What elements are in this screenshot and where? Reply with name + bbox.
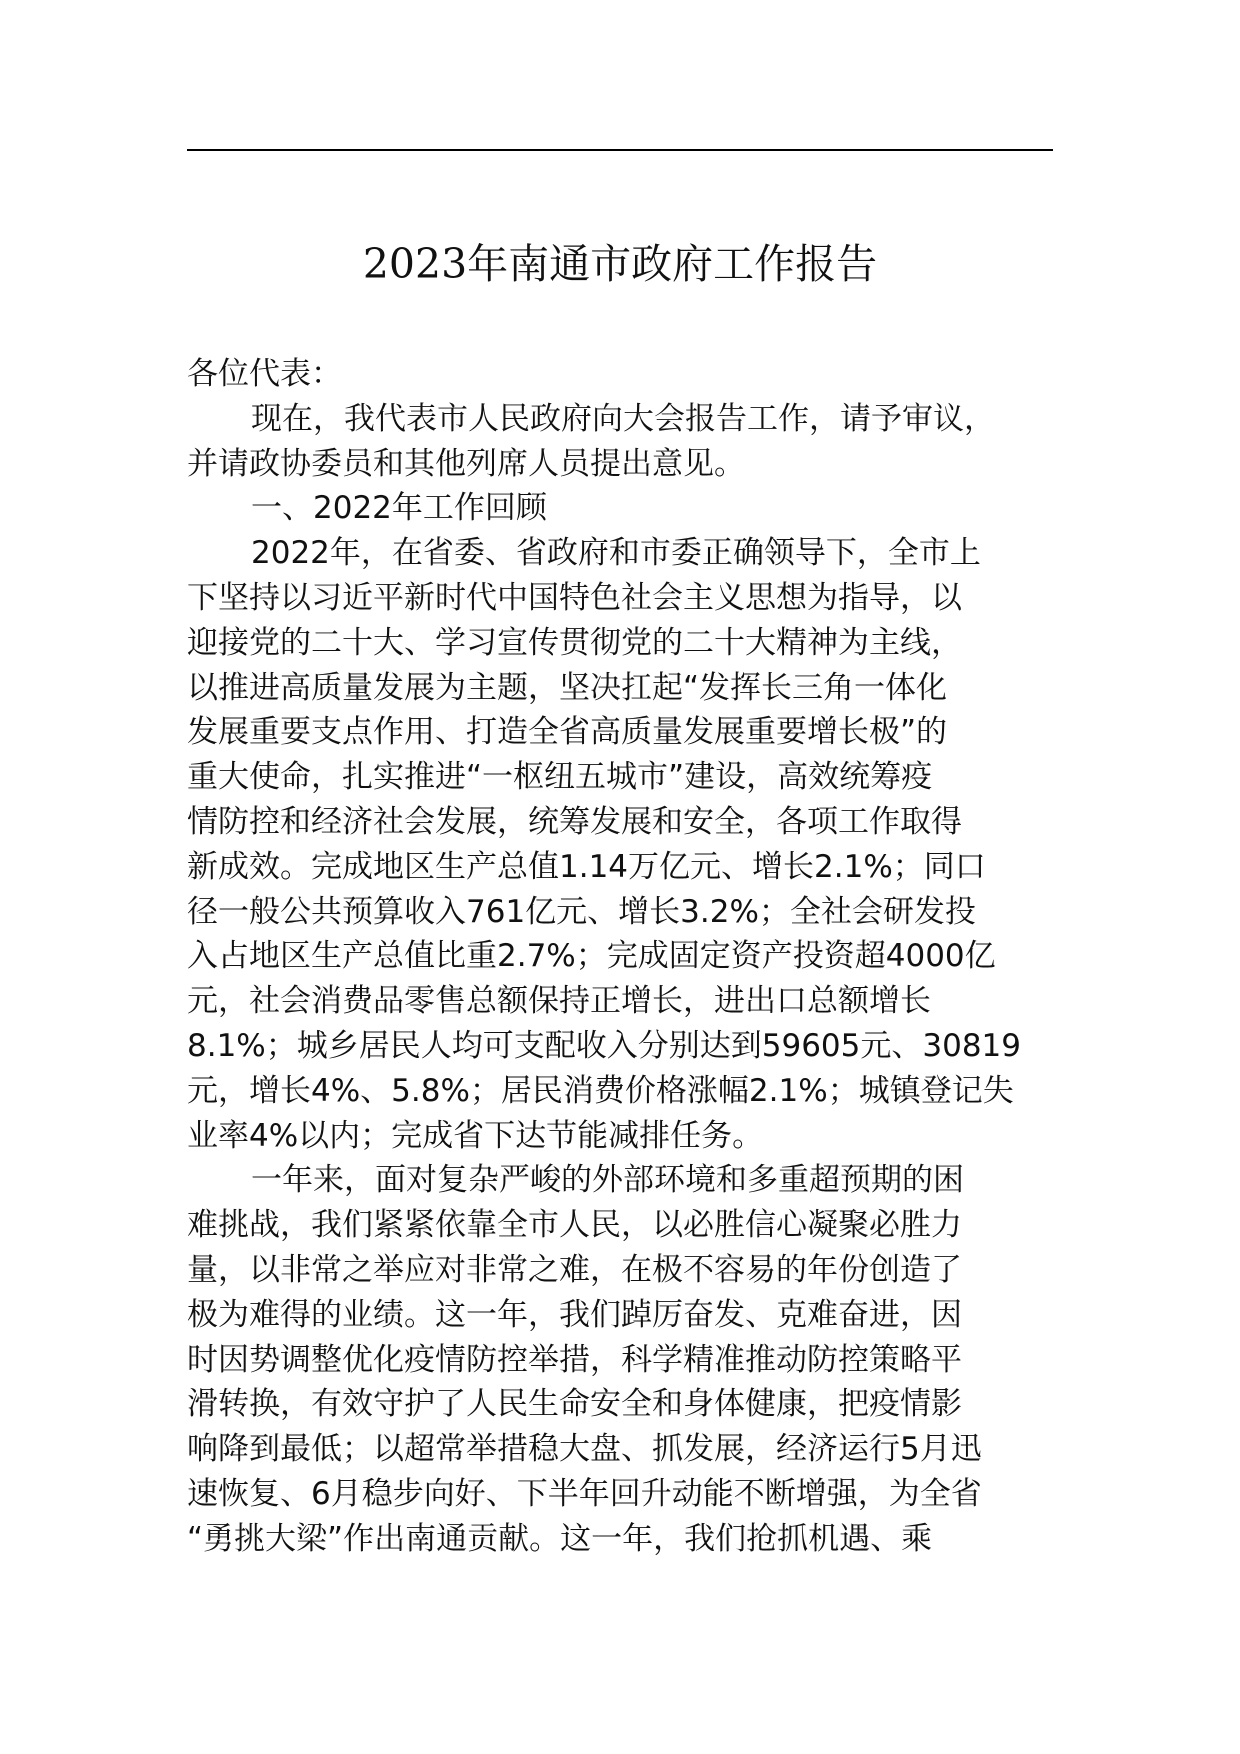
text-line: 一年来，面对复杂严峻的外部环境和多重超预期的困	[251, 1162, 964, 1199]
document-title: 2023年南通市政府工作报告	[362, 240, 878, 288]
text-line: 下坚持以习近平新时代中国特色社会主义思想为指导，以	[187, 579, 962, 616]
text-line: 新成效。完成地区生产总值1.14万亿元、增长2.1%；同口	[187, 848, 986, 885]
text-line: 响降到最低；以超常举措稳大盘、抓发展，经济运行5月迅	[187, 1431, 982, 1468]
text-line: 迎接党的二十大、学习宣传贯彻党的二十大精神为主线，	[187, 624, 962, 661]
text-line: 情防控和经济社会发展，统筹发展和安全，各项工作取得	[187, 803, 962, 840]
text-line: 极为难得的业绩。这一年，我们踔厉奋发、克难奋进，因	[187, 1296, 962, 1333]
text-line: 量，以非常之举应对非常之难，在极不容易的年份创造了	[187, 1251, 962, 1288]
text-line: 时因势调整优化疫情防控举措，科学精准推动防控策略平	[187, 1341, 962, 1378]
text-line: 8.1%；城乡居民人均可支配收入分别达到59605元、30819	[187, 1027, 1021, 1064]
text-line: 径一般公共预算收入761亿元、增长3.2%；全社会研发投	[187, 893, 976, 930]
text-line: 一、2022年工作回顾	[251, 490, 547, 527]
text-line: 各位代表：	[187, 356, 342, 392]
text-line: 难挑战，我们紧紧依靠全市人民，以必胜信心凝聚必胜力	[187, 1207, 962, 1244]
text-line: 2022年，在省委、省政府和市委正确领导下，全市上	[251, 535, 981, 572]
text-line: 速恢复、6月稳步向好、下半年回升动能不断增强，为全省	[187, 1475, 982, 1512]
text-line: 发展重要支点作用、打造全省高质量发展重要增长极”的	[187, 714, 948, 751]
header-divider	[187, 149, 1053, 151]
text-line: 滑转换，有效守护了人民生命安全和身体健康，把疫情影	[187, 1386, 962, 1423]
text-line: 并请政协委员和其他列席人员提出意见。	[187, 445, 745, 482]
text-line: 重大使命，扎实推进“一枢纽五城市”建设，高效统筹疫	[187, 759, 933, 796]
text-line: 业率4%以内；完成省下达节能减排任务。	[187, 1117, 764, 1154]
text-line: 现在，我代表市人民政府向大会报告工作，请予审议，	[251, 400, 995, 437]
text-line: 以推进高质量发展为主题，坚决扛起“发挥长三角一体化	[187, 669, 948, 706]
text-line: “勇挑大梁”作出南通贡献。这一年，我们抢抓机遇、乘	[187, 1520, 933, 1557]
text-line: 元，社会消费品零售总额保持正增长，进出口总额增长	[187, 983, 931, 1020]
text-line: 入占地区生产总值比重2.7%；完成固定资产投资超4000亿	[187, 938, 996, 975]
document-body	[187, 352, 1087, 1562]
text-line: 元，增长4%、5.8%；居民消费价格涨幅2.1%；城镇登记失	[187, 1072, 1014, 1109]
